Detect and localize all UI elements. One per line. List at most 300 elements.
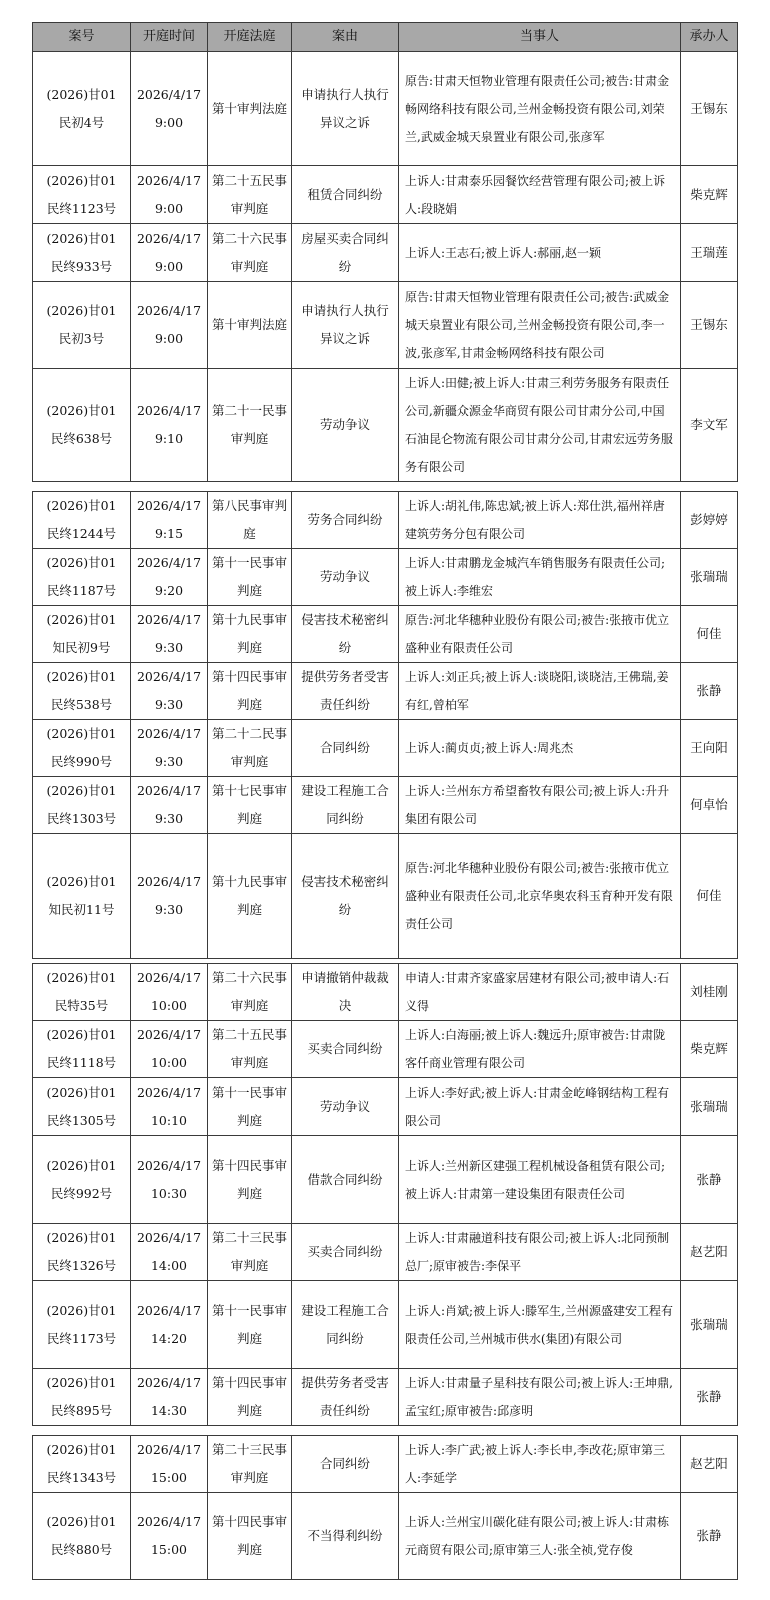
judge-cell bbox=[681, 834, 738, 959]
judge-name: 张瑞瑞 bbox=[690, 569, 728, 584]
cause-cell bbox=[292, 1136, 399, 1224]
parties-text: 原告:甘肃天恒物业管理有限责任公司;被告:甘肃金畅网络科技有限公司,兰州金畅投资有限公司,刘荣兰,武威金城天泉置业有限公司,张彦军 bbox=[405, 73, 670, 144]
table-row bbox=[33, 1224, 738, 1281]
case-cause: 合同纠纷 bbox=[319, 740, 370, 755]
case-number-line2: 民终1343号 bbox=[46, 1470, 117, 1485]
case-number-cell bbox=[33, 52, 131, 166]
case-number-cell bbox=[33, 1281, 131, 1369]
column-header: 开庭法庭 bbox=[208, 23, 292, 52]
parties-text: 原告:河北华穗种业股份有限公司;被告:张掖市优立盛种业有限责任公司,北京华奥农科玉育种开发有限责任公司 bbox=[405, 861, 673, 931]
parties-text: 上诉人:胡礼伟,陈忠斌;被上诉人:郑仕洪,福州祥唐建筑劳务分包有限公司 bbox=[405, 499, 665, 541]
judge-name: 张瑞瑞 bbox=[690, 1316, 728, 1332]
case-number-cell bbox=[33, 1369, 131, 1426]
judge-name: 张静 bbox=[696, 1528, 722, 1543]
courtroom-name: 第十九民事审判庭 bbox=[212, 612, 288, 655]
hearing-date: 2026/4/17 bbox=[136, 172, 202, 188]
case-number-cell bbox=[33, 1078, 131, 1136]
case-number-cell bbox=[33, 1436, 131, 1493]
courtroom-cell bbox=[208, 282, 292, 369]
hearing-clock-time: 15:00 bbox=[150, 1542, 188, 1557]
courtroom-name: 第八民事审判庭 bbox=[212, 498, 288, 541]
cause-cell bbox=[292, 224, 399, 282]
case-number-line1: (2026)甘01 bbox=[46, 1230, 117, 1245]
table-row bbox=[33, 1078, 738, 1136]
judge-cell bbox=[681, 224, 738, 282]
cause-cell bbox=[292, 1224, 399, 1281]
hearing-time-cell bbox=[131, 52, 208, 166]
courtroom-cell bbox=[208, 777, 292, 834]
cause-cell bbox=[292, 720, 399, 777]
hearing-clock-time: 10:00 bbox=[150, 1055, 188, 1070]
parties-text: 上诉人:田健;被上诉人:甘肃三利劳务服务有限责任公司,新疆众源金华商贸有限公司甘肃分公司,中国石油昆仑物流有限公司甘肃分公司,甘肃宏远劳务服务有限公司 bbox=[405, 376, 673, 474]
case-number-line1: (2026)甘01 bbox=[46, 1442, 117, 1457]
case-cause: 侵害技术秘密纠纷 bbox=[301, 612, 389, 655]
table-row bbox=[33, 549, 738, 606]
hearing-date: 2026/4/17 bbox=[136, 874, 202, 889]
case-cause: 建设工程施工合同纠纷 bbox=[301, 1302, 389, 1346]
judge-name: 王锡东 bbox=[690, 100, 728, 116]
column-header: 开庭时间 bbox=[131, 23, 208, 52]
hearing-date: 2026/4/17 bbox=[136, 403, 202, 418]
parties-cell bbox=[399, 282, 681, 369]
cause-cell bbox=[292, 1369, 399, 1426]
case-cause: 借款合同纠纷 bbox=[307, 1171, 383, 1187]
courtroom-name: 第十九民事审判庭 bbox=[212, 874, 288, 917]
hearing-date: 2026/4/17 bbox=[136, 1230, 202, 1245]
table-header-row bbox=[33, 23, 738, 52]
judge-name: 张静 bbox=[696, 683, 722, 698]
judge-name: 柴克辉 bbox=[690, 186, 728, 202]
courtroom-name: 第二十二民事审判庭 bbox=[212, 726, 288, 769]
parties-text: 上诉人:甘肃泰乐园餐饮经营管理有限公司;被上诉人:段晓娟 bbox=[405, 173, 666, 216]
parties-cell bbox=[399, 369, 681, 482]
case-number-line2: 民终1303号 bbox=[46, 811, 117, 826]
parties-text: 上诉人:甘肃量子星科技有限公司;被上诉人:王坤鼎,孟宝红;原审被告:邱彦明 bbox=[405, 1376, 673, 1418]
judge-cell bbox=[681, 964, 738, 1021]
cause-cell bbox=[292, 777, 399, 834]
cause-cell bbox=[292, 1078, 399, 1136]
hearing-time-cell bbox=[131, 224, 208, 282]
case-number-cell bbox=[33, 166, 131, 224]
hearing-clock-time: 14:20 bbox=[150, 1330, 188, 1346]
parties-text: 上诉人:肖斌;被上诉人:滕军生,兰州源盛建安工程有限责任公司,兰州城市供水(集团)有限公司 bbox=[405, 1303, 673, 1346]
case-number-cell bbox=[33, 777, 131, 834]
hearing-date: 2026/4/17 bbox=[136, 1375, 202, 1390]
parties-cell bbox=[399, 834, 681, 959]
case-number-cell bbox=[33, 606, 131, 663]
hearing-time-cell bbox=[131, 1436, 208, 1493]
case-number-line2: 民终1187号 bbox=[46, 583, 117, 598]
table-row bbox=[33, 834, 738, 959]
parties-cell bbox=[399, 224, 681, 282]
hearing-clock-time: 9:30 bbox=[154, 811, 184, 826]
case-number-line2: 民终880号 bbox=[50, 1542, 113, 1557]
hearing-time-cell bbox=[131, 1078, 208, 1136]
judge-cell bbox=[681, 606, 738, 663]
hearing-date: 2026/4/17 bbox=[136, 86, 202, 102]
table-row bbox=[33, 964, 738, 1021]
column-header: 案由 bbox=[292, 23, 399, 52]
parties-cell bbox=[399, 1493, 681, 1580]
hearing-time-cell bbox=[131, 1493, 208, 1580]
schedule-table-block bbox=[32, 1435, 738, 1580]
courtroom-name: 第十四民事审判庭 bbox=[212, 669, 288, 712]
judge-name: 何佳 bbox=[696, 626, 722, 641]
hearing-time-cell bbox=[131, 606, 208, 663]
parties-text: 上诉人:甘肃鹏龙金城汽车销售服务有限责任公司;被上诉人:李维宏 bbox=[405, 556, 666, 598]
hearing-date: 2026/4/17 bbox=[136, 1027, 202, 1042]
case-number-line2: 民终895号 bbox=[50, 1403, 113, 1418]
hearing-time-cell bbox=[131, 1369, 208, 1426]
courtroom-name: 第二十三民事审判庭 bbox=[212, 1442, 288, 1485]
case-cause: 建设工程施工合同纠纷 bbox=[301, 783, 389, 826]
judge-name: 张静 bbox=[696, 1171, 722, 1187]
hearing-clock-time: 9:00 bbox=[154, 258, 184, 274]
hearing-clock-time: 14:00 bbox=[150, 1258, 188, 1273]
cause-cell bbox=[292, 166, 399, 224]
table-row bbox=[33, 720, 738, 777]
judge-cell bbox=[681, 663, 738, 720]
case-cause: 劳动争议 bbox=[319, 569, 370, 584]
hearing-clock-time: 9:30 bbox=[154, 640, 184, 655]
parties-text: 上诉人:兰州宝川碳化硅有限公司;被上诉人:甘肃栋元商贸有限公司;原审第三人:张全祯,党存俊 bbox=[405, 1515, 670, 1557]
case-cause: 劳动争议 bbox=[319, 1098, 370, 1114]
parties-cell bbox=[399, 1281, 681, 1369]
case-number-cell bbox=[33, 720, 131, 777]
table-row bbox=[33, 224, 738, 282]
parties-text: 上诉人:白海丽;被上诉人:魏远升;原审被告:甘肃陇客仟商业管理有限公司 bbox=[405, 1028, 666, 1070]
hearing-date: 2026/4/17 bbox=[136, 612, 202, 627]
courtroom-name: 第十一民事审判庭 bbox=[212, 1084, 288, 1128]
hearing-clock-time: 10:30 bbox=[150, 1185, 188, 1201]
courtroom-name: 第十四民事审判庭 bbox=[212, 1157, 288, 1201]
parties-text: 上诉人:刘正兵;被上诉人:谈晓阳,谈晓洁,王佛瑞,姜有红,曾柏军 bbox=[405, 670, 669, 712]
hearing-time-cell bbox=[131, 1281, 208, 1369]
courtroom-cell bbox=[208, 606, 292, 663]
courtroom-cell bbox=[208, 549, 292, 606]
courtroom-name: 第十一民事审判庭 bbox=[212, 1302, 288, 1346]
hearing-clock-time: 9:20 bbox=[154, 583, 184, 598]
hearing-date: 2026/4/17 bbox=[136, 970, 202, 985]
case-cause: 提供劳务者受害责任纠纷 bbox=[301, 669, 389, 712]
courtroom-cell bbox=[208, 1369, 292, 1426]
cause-cell bbox=[292, 663, 399, 720]
hearing-date: 2026/4/17 bbox=[136, 1084, 202, 1100]
hearing-clock-time: 9:15 bbox=[154, 526, 184, 541]
cause-cell bbox=[292, 1493, 399, 1580]
case-number-line1: (2026)甘01 bbox=[46, 783, 117, 798]
courtroom-cell bbox=[208, 166, 292, 224]
hearing-clock-time: 9:30 bbox=[154, 754, 184, 769]
courtroom-cell bbox=[208, 492, 292, 549]
parties-cell bbox=[399, 663, 681, 720]
case-number-line2: 民终990号 bbox=[50, 754, 113, 769]
case-number-line1: (2026)甘01 bbox=[46, 172, 117, 188]
hearing-date: 2026/4/17 bbox=[136, 783, 202, 798]
courtroom-cell bbox=[208, 964, 292, 1021]
judge-cell bbox=[681, 282, 738, 369]
courtroom-cell bbox=[208, 1436, 292, 1493]
case-number-line2: 民初4号 bbox=[58, 114, 105, 130]
hearing-time-cell bbox=[131, 1224, 208, 1281]
parties-cell bbox=[399, 1078, 681, 1136]
case-cause: 劳务合同纠纷 bbox=[307, 512, 383, 527]
hearing-clock-time: 15:00 bbox=[150, 1470, 188, 1485]
judge-cell bbox=[681, 369, 738, 482]
hearing-date: 2026/4/17 bbox=[136, 726, 202, 741]
courtroom-name: 第十审判法庭 bbox=[212, 100, 288, 116]
courtroom-name: 第二十一民事审判庭 bbox=[212, 403, 288, 446]
case-number-line1: (2026)甘01 bbox=[46, 669, 117, 684]
cause-cell bbox=[292, 1021, 399, 1078]
table-row bbox=[33, 777, 738, 834]
courtroom-name: 第十一民事审判庭 bbox=[212, 555, 288, 598]
courtroom-cell bbox=[208, 369, 292, 482]
case-number-line1: (2026)甘01 bbox=[46, 403, 117, 418]
parties-text: 上诉人:王志石;被上诉人:郝丽,赵一颖 bbox=[405, 245, 601, 260]
judge-cell bbox=[681, 1436, 738, 1493]
case-cause: 申请撤销仲裁裁决 bbox=[301, 970, 389, 1013]
schedule-table-block bbox=[32, 963, 738, 1426]
hearing-date: 2026/4/17 bbox=[136, 303, 202, 318]
hearing-clock-time: 10:00 bbox=[150, 998, 188, 1013]
hearing-date: 2026/4/17 bbox=[136, 1514, 202, 1529]
case-number-line2: 民终1244号 bbox=[46, 526, 117, 541]
table-row bbox=[33, 369, 738, 482]
case-number-cell bbox=[33, 834, 131, 959]
judge-cell bbox=[681, 720, 738, 777]
case-number-line1: (2026)甘01 bbox=[46, 1084, 117, 1100]
hearing-time-cell bbox=[131, 369, 208, 482]
judge-name: 柴克辉 bbox=[690, 1041, 728, 1056]
courtroom-name: 第二十五民事审判庭 bbox=[212, 1027, 288, 1070]
courtroom-cell bbox=[208, 224, 292, 282]
case-cause: 买卖合同纠纷 bbox=[307, 1244, 383, 1259]
case-number-line2: 民特35号 bbox=[54, 998, 109, 1013]
hearing-time-cell bbox=[131, 720, 208, 777]
parties-cell bbox=[399, 1021, 681, 1078]
hearing-clock-time: 9:30 bbox=[154, 902, 184, 917]
hearing-clock-time: 9:00 bbox=[154, 200, 184, 216]
parties-cell bbox=[399, 166, 681, 224]
schedule-table-block bbox=[32, 491, 738, 959]
hearing-clock-time: 14:30 bbox=[150, 1403, 188, 1418]
case-number-line2: 民终1305号 bbox=[46, 1112, 117, 1128]
hearing-clock-time: 9:30 bbox=[154, 697, 184, 712]
case-number-cell bbox=[33, 492, 131, 549]
judge-name: 何佳 bbox=[696, 888, 722, 903]
judge-cell bbox=[681, 1281, 738, 1369]
judge-name: 赵艺阳 bbox=[690, 1244, 728, 1259]
case-number-line1: (2026)甘01 bbox=[46, 1302, 117, 1318]
parties-text: 上诉人:兰州东方希望畜牧有限公司;被上诉人:升升集团有限公司 bbox=[405, 784, 670, 826]
judge-name: 王锡东 bbox=[690, 317, 728, 332]
judge-cell bbox=[681, 1078, 738, 1136]
case-number-line1: (2026)甘01 bbox=[46, 230, 117, 246]
parties-text: 原告:甘肃天恒物业管理有限责任公司;被告:武威金城天泉置业有限公司,兰州金畅投资有限公司,李一波,张彦军,甘肃金畅网络科技有限公司 bbox=[405, 290, 670, 360]
case-number-cell bbox=[33, 1021, 131, 1078]
courtroom-cell bbox=[208, 1136, 292, 1224]
courtroom-name: 第十审判法庭 bbox=[212, 317, 288, 332]
parties-cell bbox=[399, 720, 681, 777]
parties-cell bbox=[399, 1136, 681, 1224]
judge-name: 王向阳 bbox=[690, 740, 728, 755]
judge-cell bbox=[681, 166, 738, 224]
hearing-date: 2026/4/17 bbox=[136, 1157, 202, 1173]
case-cause: 侵害技术秘密纠纷 bbox=[301, 874, 389, 917]
parties-text: 上诉人:兰州新区建强工程机械设备租赁有限公司;被上诉人:甘肃第一建设集团有限责任公司 bbox=[405, 1158, 666, 1201]
case-cause: 申请执行人执行异议之诉 bbox=[301, 303, 389, 346]
parties-cell bbox=[399, 549, 681, 606]
column-header: 承办人 bbox=[681, 23, 738, 52]
case-number-line1: (2026)甘01 bbox=[46, 874, 117, 889]
case-cause: 劳动争议 bbox=[319, 417, 370, 432]
hearing-time-cell bbox=[131, 282, 208, 369]
courtroom-cell bbox=[208, 834, 292, 959]
parties-text: 上诉人:甘肃融道科技有限公司;被上诉人:北同预制总厂;原审被告:李保平 bbox=[405, 1231, 670, 1273]
courtroom-name: 第十四民事审判庭 bbox=[212, 1375, 288, 1418]
case-number-line2: 知民初9号 bbox=[52, 640, 111, 655]
case-number-line2: 民初3号 bbox=[58, 331, 105, 346]
case-number-line1: (2026)甘01 bbox=[46, 726, 117, 741]
case-number-cell bbox=[33, 369, 131, 482]
cause-cell bbox=[292, 606, 399, 663]
table-row bbox=[33, 663, 738, 720]
hearing-date: 2026/4/17 bbox=[136, 669, 202, 684]
hearing-time-cell bbox=[131, 1136, 208, 1224]
judge-cell bbox=[681, 1369, 738, 1426]
hearing-clock-time: 9:00 bbox=[154, 114, 184, 130]
hearing-time-cell bbox=[131, 549, 208, 606]
judge-cell bbox=[681, 1493, 738, 1580]
courtroom-cell bbox=[208, 663, 292, 720]
table-row bbox=[33, 1436, 738, 1493]
parties-cell bbox=[399, 606, 681, 663]
case-number-line1: (2026)甘01 bbox=[46, 1027, 117, 1042]
case-number-line2: 民终1173号 bbox=[46, 1330, 117, 1346]
judge-cell bbox=[681, 549, 738, 606]
judge-name: 张瑞瑞 bbox=[690, 1098, 728, 1114]
column-header: 当事人 bbox=[399, 23, 681, 52]
case-cause: 不当得利纠纷 bbox=[307, 1528, 383, 1543]
cause-cell bbox=[292, 369, 399, 482]
schedule-table-block bbox=[32, 22, 738, 482]
case-number-cell bbox=[33, 1224, 131, 1281]
case-cause: 合同纠纷 bbox=[319, 1456, 370, 1471]
case-number-cell bbox=[33, 224, 131, 282]
courtroom-name: 第十七民事审判庭 bbox=[212, 783, 288, 826]
case-number-cell bbox=[33, 1136, 131, 1224]
courtroom-cell bbox=[208, 1078, 292, 1136]
judge-name: 李文军 bbox=[690, 417, 728, 432]
hearing-clock-time: 9:10 bbox=[154, 431, 184, 446]
parties-text: 原告:河北华穗种业股份有限公司;被告:张掖市优立盛种业有限责任公司 bbox=[405, 613, 670, 655]
courtroom-name: 第十四民事审判庭 bbox=[212, 1514, 288, 1557]
cause-cell bbox=[292, 1436, 399, 1493]
case-number-line1: (2026)甘01 bbox=[46, 1514, 117, 1529]
case-number-line2: 民终933号 bbox=[50, 258, 113, 274]
case-number-line2: 民终992号 bbox=[50, 1185, 113, 1201]
courtroom-name: 第二十六民事审判庭 bbox=[212, 230, 288, 274]
column-header: 案号 bbox=[33, 23, 131, 52]
parties-cell bbox=[399, 52, 681, 166]
case-number-cell bbox=[33, 549, 131, 606]
judge-cell bbox=[681, 777, 738, 834]
case-number-line2: 民终538号 bbox=[50, 697, 113, 712]
case-number-line1: (2026)甘01 bbox=[46, 1157, 117, 1173]
hearing-clock-time: 10:10 bbox=[150, 1112, 188, 1128]
case-number-line2: 民终638号 bbox=[50, 431, 113, 446]
hearing-time-cell bbox=[131, 1021, 208, 1078]
cause-cell bbox=[292, 549, 399, 606]
case-number-cell bbox=[33, 663, 131, 720]
hearing-time-cell bbox=[131, 663, 208, 720]
case-number-line1: (2026)甘01 bbox=[46, 1375, 117, 1390]
hearing-date: 2026/4/17 bbox=[136, 230, 202, 246]
parties-cell bbox=[399, 1369, 681, 1426]
judge-cell bbox=[681, 1021, 738, 1078]
parties-cell bbox=[399, 1436, 681, 1493]
hearing-date: 2026/4/17 bbox=[136, 1442, 202, 1457]
judge-cell bbox=[681, 52, 738, 166]
case-cause: 租赁合同纠纷 bbox=[307, 186, 383, 202]
case-number-line1: (2026)甘01 bbox=[46, 498, 117, 513]
case-number-line1: (2026)甘01 bbox=[46, 86, 117, 102]
table-row bbox=[33, 1493, 738, 1580]
case-number-line1: (2026)甘01 bbox=[46, 555, 117, 570]
cause-cell bbox=[292, 52, 399, 166]
case-number-line1: (2026)甘01 bbox=[46, 303, 117, 318]
hearing-date: 2026/4/17 bbox=[136, 498, 202, 513]
parties-text: 申请人:甘肃齐家盛家居建材有限公司;被申请人:石义得 bbox=[405, 971, 670, 1013]
parties-text: 上诉人:蔺贞贞;被上诉人:周兆杰 bbox=[405, 741, 574, 755]
case-cause: 房屋买卖合同纠纷 bbox=[301, 230, 389, 274]
courtroom-cell bbox=[208, 1021, 292, 1078]
hearing-time-cell bbox=[131, 492, 208, 549]
case-cause: 提供劳务者受害责任纠纷 bbox=[301, 1375, 389, 1418]
judge-name: 何卓怡 bbox=[690, 797, 728, 812]
cause-cell bbox=[292, 834, 399, 959]
courtroom-cell bbox=[208, 720, 292, 777]
cause-cell bbox=[292, 282, 399, 369]
cause-cell bbox=[292, 964, 399, 1021]
case-number-line1: (2026)甘01 bbox=[46, 612, 117, 627]
table-row bbox=[33, 492, 738, 549]
judge-name: 王瑞莲 bbox=[690, 244, 728, 260]
hearing-time-cell bbox=[131, 166, 208, 224]
courtroom-name: 第二十五民事审判庭 bbox=[212, 172, 288, 216]
courtroom-cell bbox=[208, 1224, 292, 1281]
case-number-line2: 知民初11号 bbox=[48, 902, 115, 917]
table-row bbox=[33, 1369, 738, 1426]
parties-cell bbox=[399, 492, 681, 549]
case-cause: 申请执行人执行异议之诉 bbox=[301, 86, 389, 130]
table-row bbox=[33, 1281, 738, 1369]
hearing-time-cell bbox=[131, 964, 208, 1021]
hearing-date: 2026/4/17 bbox=[136, 1302, 202, 1318]
judge-name: 张静 bbox=[696, 1389, 722, 1404]
hearing-clock-time: 9:00 bbox=[154, 331, 184, 346]
parties-cell bbox=[399, 777, 681, 834]
judge-cell bbox=[681, 1136, 738, 1224]
table-row bbox=[33, 1136, 738, 1224]
case-number-line2: 民终1123号 bbox=[46, 200, 117, 216]
courtroom-name: 第二十六民事审判庭 bbox=[212, 970, 288, 1013]
case-number-cell bbox=[33, 282, 131, 369]
judge-cell bbox=[681, 1224, 738, 1281]
hearing-date: 2026/4/17 bbox=[136, 555, 202, 570]
table-row bbox=[33, 606, 738, 663]
